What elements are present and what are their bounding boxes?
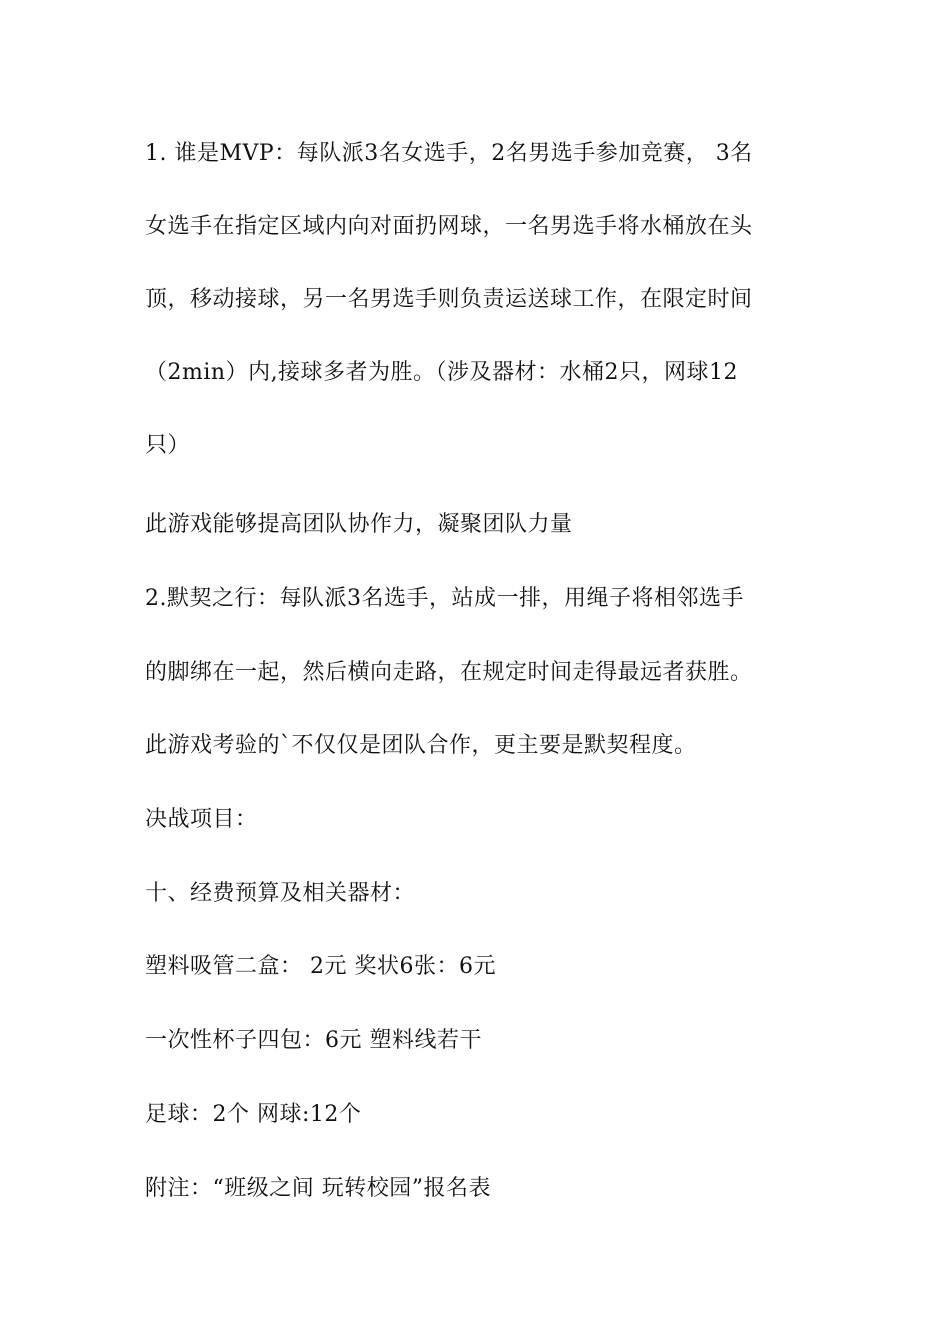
heading-budget: 十、经费预算及相关器材： <box>145 881 416 906</box>
budget-line-2: 一次性杯子四包：6元 塑料线若干 <box>145 1028 482 1053</box>
paragraph-tacit-line-2: 的脚绑在一起，然后横向走路，在规定时间走得最远者获胜。 <box>145 660 753 685</box>
paragraph-tacit-line-1: 2.默契之行：每队派3名选手，站成一排，用绳子将相邻选手 <box>145 586 744 611</box>
appendix-note: 附注：“班级之间 玩转校园”报名表 <box>145 1176 491 1201</box>
budget-line-3: 足球：2个 网球:12个 <box>145 1102 362 1127</box>
paragraph-mvp-line-4: （2min）内,接球多者为胜。（涉及器材：水桶2只，网球12 <box>145 360 739 385</box>
budget-line-1: 塑料吸管二盒： 2元 奖状6张：6元 <box>145 954 496 979</box>
heading-final-events: 决战项目： <box>145 807 258 832</box>
paragraph-mvp-line-2: 女选手在指定区域内向对面扔网球，一名男选手将水桶放在头 <box>145 214 753 239</box>
paragraph-mvp-line-5: 只） <box>145 433 191 458</box>
paragraph-mvp-line-3: 顶，移动接球，另一名男选手则负责运送球工作，在限定时间 <box>145 287 753 312</box>
paragraph-tacit-note: 此游戏考验的`不仅仅是团队合作，更主要是默契程度。 <box>145 733 697 758</box>
paragraph-teamwork-note: 此游戏能够提高团队协作力，凝聚团队力量 <box>145 512 573 537</box>
paragraph-mvp-line-1: 1. 谁是MVP：每队派3名女选手，2名男选手参加竞赛， 3名 <box>145 141 753 166</box>
